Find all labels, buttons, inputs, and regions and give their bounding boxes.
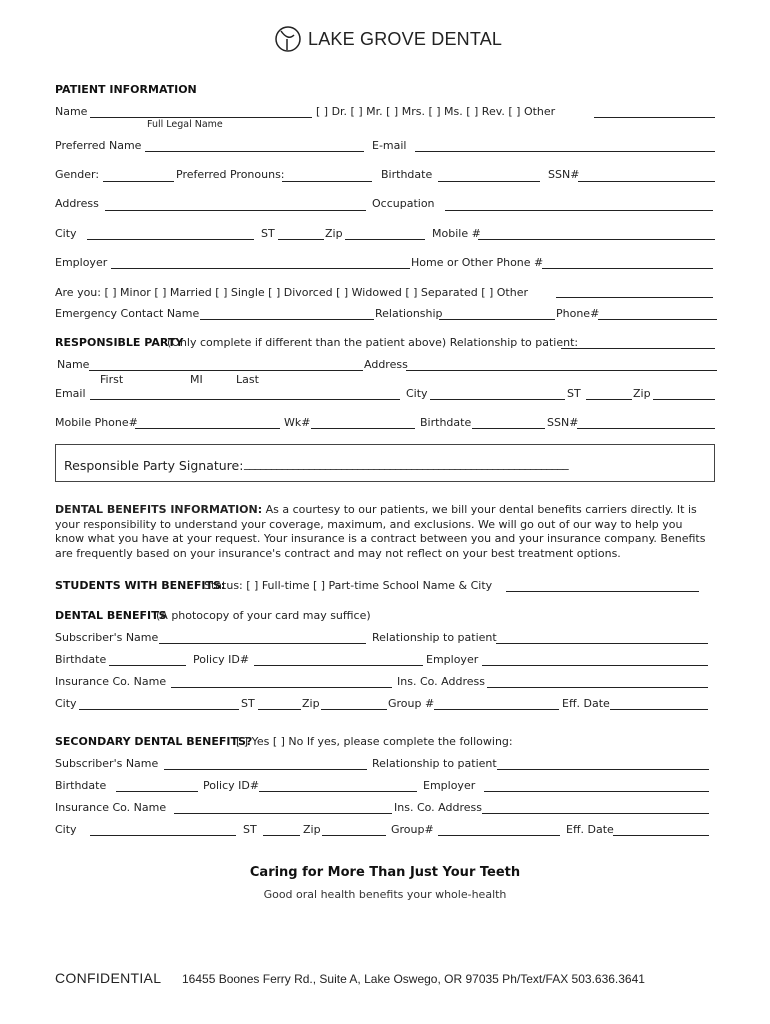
signature-label: Responsible Party Signature: xyxy=(64,458,244,473)
home-phone-label: Home or Other Phone # xyxy=(411,256,544,269)
st-field[interactable] xyxy=(278,239,324,240)
b-employer-label: Employer xyxy=(426,653,479,666)
b-birthdate-label: Birthdate xyxy=(55,653,107,666)
responsible-address-field[interactable] xyxy=(406,370,717,371)
s-st-label: ST xyxy=(243,823,257,836)
b-employer-field[interactable] xyxy=(482,665,708,666)
employer-field[interactable] xyxy=(111,268,410,269)
b-relationship-label: Relationship to patient xyxy=(372,631,497,644)
st-label: ST xyxy=(261,227,275,240)
marital-options[interactable]: Are you: [ ] Minor [ ] Married [ ] Single [ ] Divorced [ ] Widowed [ ] Separated [ ] Other xyxy=(55,286,528,299)
students-status[interactable]: Status: [ ] Full-time [ ] Part-time School Name & City xyxy=(204,579,493,592)
b-policy-field[interactable] xyxy=(254,665,423,666)
preferred-name-field[interactable] xyxy=(145,151,364,152)
responsible-email-field[interactable] xyxy=(90,399,400,400)
mobile-label: Mobile # xyxy=(432,227,481,240)
b-zip-label: Zip xyxy=(302,697,320,710)
responsible-ssn-field[interactable] xyxy=(577,428,715,429)
responsible-address-label: Address xyxy=(364,358,408,371)
marital-other-field[interactable] xyxy=(556,297,713,298)
address-field[interactable] xyxy=(105,210,366,211)
b-st-field[interactable] xyxy=(258,709,301,710)
occupation-field[interactable] xyxy=(445,210,713,211)
title-other-field[interactable] xyxy=(594,117,715,118)
patient-heading: PATIENT INFORMATION xyxy=(55,83,197,96)
mi-caption: MI xyxy=(190,373,203,386)
s-birthdate-field[interactable] xyxy=(116,791,198,792)
home-phone-field[interactable] xyxy=(542,268,713,269)
leaf-circle-icon xyxy=(274,25,302,53)
responsible-ssn-label: SSN# xyxy=(547,416,579,429)
name-label: Name xyxy=(55,105,88,118)
dental-info-heading: DENTAL BENEFITS INFORMATION: xyxy=(55,503,263,516)
emergency-phone-field[interactable] xyxy=(598,319,717,320)
zip-label: Zip xyxy=(325,227,343,240)
dental-info-paragraph xyxy=(55,503,715,561)
pronouns-field[interactable] xyxy=(282,181,372,182)
full-legal-caption: Full Legal Name xyxy=(147,119,223,130)
last-caption: Last xyxy=(236,373,259,386)
ssn-field[interactable] xyxy=(578,181,715,182)
responsible-heading: RESPONSIBLE PARTY xyxy=(55,336,184,349)
title-options[interactable]: [ ] Dr. [ ] Mr. [ ] Mrs. [ ] Ms. [ ] Rev. [ ] Other xyxy=(316,105,556,118)
occupation-label: Occupation xyxy=(372,197,435,210)
responsible-wk-label: Wk# xyxy=(284,416,311,429)
responsible-note: (Only complete if different than the patient above) Relationship to patient: xyxy=(167,336,579,349)
gender-field[interactable] xyxy=(103,181,174,182)
signature-box[interactable] xyxy=(55,444,715,482)
s-employer-field[interactable] xyxy=(484,791,709,792)
tagline xyxy=(0,865,770,901)
b-insname-field[interactable] xyxy=(171,687,392,688)
s-subscriber-field[interactable] xyxy=(164,769,367,770)
ssn-label: SSN# xyxy=(548,168,580,181)
s-zip-label: Zip xyxy=(303,823,321,836)
pronouns-label: Preferred Pronouns: xyxy=(176,168,285,181)
address-label: Address xyxy=(55,197,99,210)
gender-label: Gender: xyxy=(55,168,100,181)
s-insname-field[interactable] xyxy=(174,813,392,814)
responsible-wk-field[interactable] xyxy=(311,428,415,429)
city-label: City xyxy=(55,227,77,240)
secondary-heading: SECONDARY DENTAL BENEFITS? xyxy=(55,735,253,748)
b-birthdate-field[interactable] xyxy=(109,665,186,666)
emergency-field[interactable] xyxy=(200,319,374,320)
benefits-heading: DENTAL BENEFITS xyxy=(55,609,167,622)
responsible-st-label: ST xyxy=(567,387,581,400)
footer-address: 16455 Boones Ferry Rd., Suite A, Lake Oswego, OR 97035 Ph/Text/FAX 503.636.3641 xyxy=(182,972,645,986)
responsible-relationship-field[interactable] xyxy=(561,348,715,349)
b-insaddr-field[interactable] xyxy=(487,687,708,688)
responsible-birthdate-label: Birthdate xyxy=(420,416,472,429)
b-city-label: City xyxy=(55,697,77,710)
birthdate-label: Birthdate xyxy=(381,168,433,181)
b-st-label: ST xyxy=(241,697,255,710)
s-city-label: City xyxy=(55,823,77,836)
s-policy-label: Policy ID# xyxy=(203,779,260,792)
first-caption: First xyxy=(100,373,124,386)
responsible-mobile-field[interactable] xyxy=(135,428,280,429)
b-insname-label: Insurance Co. Name xyxy=(55,675,167,688)
email-field[interactable] xyxy=(415,151,715,152)
zip-field[interactable] xyxy=(345,239,425,240)
tagline-subtitle: Good oral health benefits your whole-health xyxy=(263,888,507,901)
responsible-city-label: City xyxy=(406,387,428,400)
b-city-field[interactable] xyxy=(79,709,239,710)
b-eff-field[interactable] xyxy=(610,709,708,710)
city-field[interactable] xyxy=(87,239,254,240)
responsible-birthdate-field[interactable] xyxy=(472,428,545,429)
birthdate-field[interactable] xyxy=(438,181,540,182)
emergency-relationship-label: Relationship xyxy=(375,307,443,320)
b-policy-label: Policy ID# xyxy=(193,653,250,666)
s-insaddr-field[interactable] xyxy=(482,813,709,814)
emergency-label: Emergency Contact Name xyxy=(55,307,200,320)
b-insaddr-label: Ins. Co. Address xyxy=(397,675,485,688)
s-birthdate-label: Birthdate xyxy=(55,779,107,792)
s-relationship-label: Relationship to patient xyxy=(372,757,497,770)
b-zip-field[interactable] xyxy=(321,709,387,710)
responsible-city-field[interactable] xyxy=(430,399,565,400)
responsible-name-field[interactable] xyxy=(89,370,363,371)
responsible-zip-field[interactable] xyxy=(653,399,715,400)
s-city-field[interactable] xyxy=(90,835,236,836)
tagline-title: Caring for More Than Just Your Teeth xyxy=(249,865,521,880)
preferred-name-label: Preferred Name xyxy=(55,139,142,152)
brand-name: LAKE GROVE DENTAL xyxy=(308,29,503,49)
mobile-field[interactable] xyxy=(478,239,715,240)
secondary-yesno[interactable]: [ ] Yes [ ] No If yes, please complete the following: xyxy=(236,735,513,748)
s-group-field[interactable] xyxy=(438,835,560,836)
b-eff-label: Eff. Date xyxy=(562,697,610,710)
s-employer-label: Employer xyxy=(423,779,476,792)
emergency-phone-label: Phone# xyxy=(556,307,600,320)
emergency-relationship-field[interactable] xyxy=(439,319,555,320)
responsible-st-field[interactable] xyxy=(586,399,632,400)
responsible-mobile-label: Mobile Phone# xyxy=(55,416,138,429)
b-group-field[interactable] xyxy=(434,709,559,710)
s-zip-field[interactable] xyxy=(322,835,386,836)
benefits-note: (A photocopy of your card may suffice) xyxy=(156,609,371,622)
s-subscriber-label: Subscriber's Name xyxy=(55,757,159,770)
dental-info-text: As a courtesy to our patients, we bill your dental benefits carriers directly. It is your responsibility to understand your coverage, maximum, and exclusions. We will go out of our way to help you know what you have at your request. Your insurance is a contract between you and your insurance company. Benefits are frequently based on your insurance's contract and may not reflect on your best treatment options. xyxy=(55,503,706,560)
b-relationship-field[interactable] xyxy=(496,643,708,644)
b-subscriber-field[interactable] xyxy=(159,643,366,644)
s-eff-field[interactable] xyxy=(613,835,709,836)
b-subscriber-label: Subscriber's Name xyxy=(55,631,159,644)
employer-label: Employer xyxy=(55,256,108,269)
s-insaddr-label: Ins. Co. Address xyxy=(394,801,482,814)
b-group-label: Group # xyxy=(388,697,435,710)
s-eff-label: Eff. Date xyxy=(566,823,614,836)
s-group-label: Group# xyxy=(391,823,434,836)
s-st-field[interactable] xyxy=(263,835,300,836)
responsible-email-label: Email xyxy=(55,387,86,400)
email-label: E-mail xyxy=(372,139,407,152)
s-policy-field[interactable] xyxy=(259,791,417,792)
signature-line[interactable]: ____________________________________________________________ xyxy=(244,456,569,470)
s-insname-label: Insurance Co. Name xyxy=(55,801,167,814)
responsible-zip-label: Zip xyxy=(633,387,651,400)
students-heading: STUDENTS WITH BENEFITS: xyxy=(55,579,226,592)
name-field[interactable] xyxy=(90,117,312,118)
school-field[interactable] xyxy=(506,591,699,592)
confidential-label: CONFIDENTIAL xyxy=(55,970,162,986)
s-relationship-field[interactable] xyxy=(497,769,709,770)
responsible-name-label: Name xyxy=(57,358,90,371)
